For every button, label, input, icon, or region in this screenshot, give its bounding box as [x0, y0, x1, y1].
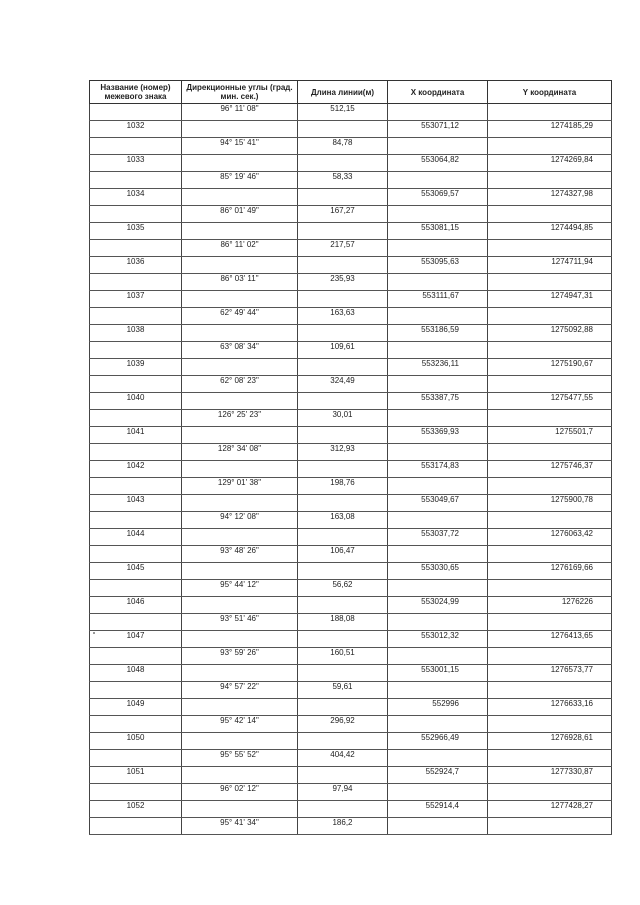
cell-empty — [388, 138, 488, 155]
cell-empty — [298, 495, 388, 512]
cell-empty — [182, 359, 298, 376]
cell-empty — [488, 682, 612, 699]
cell-empty — [90, 410, 182, 427]
cell-empty — [488, 784, 612, 801]
cell-empty — [182, 801, 298, 818]
cell-x: 553095,63 — [388, 257, 488, 274]
table-row-point — [90, 121, 612, 138]
cell-angle: 63° 08' 34" — [182, 342, 298, 359]
cell-y: 1274494,85 — [488, 223, 612, 240]
cell-point-name: 1051 — [90, 767, 182, 784]
table-row-line — [90, 206, 612, 223]
cell-length: 404,42 — [298, 750, 388, 767]
cell-empty — [488, 138, 612, 155]
cell-empty — [90, 444, 182, 461]
cell-y: 1276928,61 — [488, 733, 612, 750]
cell-x: 553024,99 — [388, 597, 488, 614]
cell-empty — [90, 512, 182, 529]
cell-y: 1276169,66 — [488, 563, 612, 580]
cell-y: 1276413,65 — [488, 631, 612, 648]
cell-angle: 94° 15' 41" — [182, 138, 298, 155]
table-row-point — [90, 801, 612, 818]
table-row-point — [90, 767, 612, 784]
header-x: X координата — [388, 81, 488, 104]
cell-y: 1275190,67 — [488, 359, 612, 376]
table-row-point — [90, 155, 612, 172]
cell-empty — [488, 206, 612, 223]
cell-empty — [298, 801, 388, 818]
table-row-point — [90, 699, 612, 716]
cell-empty — [182, 189, 298, 206]
cell-angle: 86° 03' 11" — [182, 274, 298, 291]
cell-angle: 129° 01' 38" — [182, 478, 298, 495]
cell-empty — [90, 580, 182, 597]
table-row-line — [90, 682, 612, 699]
table-row-point — [90, 427, 612, 444]
cell-empty — [90, 784, 182, 801]
cell-point-name: 1047 — [90, 631, 182, 648]
table-row-line — [90, 240, 612, 257]
cell-point-name: 1035 — [90, 223, 182, 240]
table-row-line — [90, 716, 612, 733]
cell-angle: 126° 25' 23" — [182, 410, 298, 427]
cell-point-name: 1043 — [90, 495, 182, 512]
cell-x: 553071,12 — [388, 121, 488, 138]
table-row-point — [90, 733, 612, 750]
table-row-point — [90, 665, 612, 682]
table-row-line — [90, 342, 612, 359]
cell-point-name: 1032 — [90, 121, 182, 138]
table-row-line — [90, 410, 612, 427]
cell-y: 1275746,37 — [488, 461, 612, 478]
cell-empty — [182, 393, 298, 410]
table-row-line — [90, 274, 612, 291]
table-row-line — [90, 138, 612, 155]
cell-angle: 62° 49' 44" — [182, 308, 298, 325]
cell-empty — [182, 767, 298, 784]
cell-empty — [488, 444, 612, 461]
cell-y: 1276226 — [488, 597, 612, 614]
cell-empty — [298, 699, 388, 716]
table-row-line — [90, 580, 612, 597]
cell-empty — [298, 291, 388, 308]
cell-empty — [90, 818, 182, 835]
cell-empty — [298, 223, 388, 240]
cell-empty — [182, 223, 298, 240]
cell-angle: 94° 57' 22" — [182, 682, 298, 699]
table-row-line — [90, 172, 612, 189]
cell-empty — [182, 155, 298, 172]
cell-x: 553037,72 — [388, 529, 488, 546]
cell-length: 58,33 — [298, 172, 388, 189]
cell-length: 312,93 — [298, 444, 388, 461]
table-body — [90, 104, 612, 835]
cell-point-name: 1046 — [90, 597, 182, 614]
cell-y: 1275900,78 — [488, 495, 612, 512]
cell-empty — [488, 172, 612, 189]
cell-empty — [488, 716, 612, 733]
cell-empty — [298, 665, 388, 682]
cell-empty — [90, 172, 182, 189]
cell-point-name: 1042 — [90, 461, 182, 478]
cell-x: 553369,93 — [388, 427, 488, 444]
cell-x: 553387,75 — [388, 393, 488, 410]
cell-point-name: 1052 — [90, 801, 182, 818]
cell-empty — [388, 410, 488, 427]
cell-empty — [90, 274, 182, 291]
table-row-line — [90, 478, 612, 495]
cell-length: 109,61 — [298, 342, 388, 359]
cell-empty — [388, 614, 488, 631]
cell-y: 1274269,84 — [488, 155, 612, 172]
table-row-line — [90, 784, 612, 801]
cell-length: 235,93 — [298, 274, 388, 291]
cell-empty — [298, 767, 388, 784]
cell-angle: 93° 51' 46" — [182, 614, 298, 631]
cell-empty — [388, 818, 488, 835]
cell-empty — [182, 631, 298, 648]
table-row-point — [90, 325, 612, 342]
header-angle: Дирекционные углы (град. мин. сек.) — [182, 81, 298, 104]
cell-point-name: 1044 — [90, 529, 182, 546]
table-row-line — [90, 376, 612, 393]
table-row-point — [90, 631, 612, 648]
cell-point-name: 1038 — [90, 325, 182, 342]
cell-empty — [488, 104, 612, 121]
cell-empty — [298, 155, 388, 172]
cell-empty — [182, 699, 298, 716]
cell-empty — [182, 121, 298, 138]
cell-angle: 96° 02' 12" — [182, 784, 298, 801]
cell-empty — [90, 376, 182, 393]
cell-x: 553174,83 — [388, 461, 488, 478]
cell-x: 553081,15 — [388, 223, 488, 240]
cell-empty — [388, 580, 488, 597]
cell-empty — [388, 648, 488, 665]
cell-empty — [298, 529, 388, 546]
table-row-point — [90, 223, 612, 240]
cell-point-name: 1049 — [90, 699, 182, 716]
cell-empty — [298, 427, 388, 444]
cell-y: 1277428,27 — [488, 801, 612, 818]
table-row-line — [90, 512, 612, 529]
cell-empty — [182, 529, 298, 546]
header-length: Длина линии(м) — [298, 81, 388, 104]
cell-x: 553069,57 — [388, 189, 488, 206]
cell-y: 1276633,16 — [488, 699, 612, 716]
cell-empty — [298, 733, 388, 750]
cell-x: 553111,67 — [388, 291, 488, 308]
cell-empty — [488, 750, 612, 767]
cell-empty — [90, 308, 182, 325]
cell-empty — [388, 342, 488, 359]
cell-length: 160,51 — [298, 648, 388, 665]
cell-empty — [298, 597, 388, 614]
cell-empty — [488, 512, 612, 529]
cell-angle: 128° 34' 08" — [182, 444, 298, 461]
cell-length: 84,78 — [298, 138, 388, 155]
cell-empty — [388, 172, 488, 189]
cell-angle: 86° 01' 49" — [182, 206, 298, 223]
table-row-point — [90, 291, 612, 308]
cell-x: 552914,4 — [388, 801, 488, 818]
cell-empty — [298, 461, 388, 478]
header-name: Название (номер) межевого знака — [90, 81, 182, 104]
cell-length: 217,57 — [298, 240, 388, 257]
cell-length: 97,94 — [298, 784, 388, 801]
cell-empty — [298, 563, 388, 580]
cell-x: 553049,67 — [388, 495, 488, 512]
cell-x: 553012,32 — [388, 631, 488, 648]
cell-empty — [488, 274, 612, 291]
cell-empty — [388, 444, 488, 461]
cell-point-name: 1040 — [90, 393, 182, 410]
cell-angle: 95° 42' 14" — [182, 716, 298, 733]
cell-angle: 93° 48' 26" — [182, 546, 298, 563]
cell-y: 1275477,55 — [488, 393, 612, 410]
table-row-line — [90, 444, 612, 461]
cell-empty — [90, 104, 182, 121]
cell-point-name: 1036 — [90, 257, 182, 274]
cell-point-name: 1033 — [90, 155, 182, 172]
scan-speck — [93, 632, 95, 634]
cell-empty — [388, 750, 488, 767]
cell-y: 1276063,42 — [488, 529, 612, 546]
table-row-line — [90, 750, 612, 767]
cell-empty — [182, 495, 298, 512]
cell-empty — [182, 257, 298, 274]
cell-empty — [298, 121, 388, 138]
cell-empty — [90, 614, 182, 631]
table-row-point — [90, 563, 612, 580]
cell-empty — [182, 563, 298, 580]
cell-empty — [182, 325, 298, 342]
cell-empty — [388, 512, 488, 529]
cell-length: 198,76 — [298, 478, 388, 495]
cell-empty — [388, 784, 488, 801]
cell-y: 1275092,88 — [488, 325, 612, 342]
cell-empty — [388, 546, 488, 563]
cell-point-name: 1041 — [90, 427, 182, 444]
cell-length: 186,2 — [298, 818, 388, 835]
cell-empty — [488, 410, 612, 427]
cell-empty — [298, 325, 388, 342]
cell-angle: 95° 41' 34" — [182, 818, 298, 835]
cell-empty — [90, 138, 182, 155]
cell-x: 552966,49 — [388, 733, 488, 750]
cell-empty — [388, 376, 488, 393]
cell-empty — [298, 359, 388, 376]
table-row-point — [90, 495, 612, 512]
cell-empty — [488, 478, 612, 495]
cell-length: 296,92 — [298, 716, 388, 733]
cell-empty — [488, 818, 612, 835]
cell-empty — [388, 206, 488, 223]
table-row-line — [90, 546, 612, 563]
table-row-point — [90, 359, 612, 376]
cell-x: 553186,59 — [388, 325, 488, 342]
cell-empty — [182, 291, 298, 308]
cell-empty — [488, 342, 612, 359]
table-row-line — [90, 614, 612, 631]
table-row-point — [90, 393, 612, 410]
cell-empty — [90, 478, 182, 495]
cell-length: 56,62 — [298, 580, 388, 597]
cell-angle: 94° 12' 08" — [182, 512, 298, 529]
cell-empty — [90, 240, 182, 257]
cell-empty — [488, 546, 612, 563]
cell-y: 1274185,29 — [488, 121, 612, 138]
cell-empty — [488, 376, 612, 393]
table-row-line — [90, 648, 612, 665]
cell-angle: 95° 55' 52" — [182, 750, 298, 767]
cell-length: 324,49 — [298, 376, 388, 393]
table-row-line — [90, 308, 612, 325]
cell-length: 167,27 — [298, 206, 388, 223]
cell-point-name: 1039 — [90, 359, 182, 376]
cell-angle: 93° 59' 26" — [182, 648, 298, 665]
cell-empty — [488, 240, 612, 257]
cell-point-name: 1034 — [90, 189, 182, 206]
cell-empty — [388, 104, 488, 121]
cell-empty — [298, 393, 388, 410]
cell-empty — [90, 206, 182, 223]
cell-point-name: 1045 — [90, 563, 182, 580]
boundary-coordinates-table — [89, 80, 612, 835]
cell-empty — [90, 682, 182, 699]
table-row-point — [90, 597, 612, 614]
cell-empty — [488, 614, 612, 631]
cell-length: 30,01 — [298, 410, 388, 427]
cell-empty — [298, 257, 388, 274]
cell-y: 1276573,77 — [488, 665, 612, 682]
cell-y: 1274947,31 — [488, 291, 612, 308]
cell-empty — [182, 461, 298, 478]
cell-empty — [90, 546, 182, 563]
cell-empty — [388, 716, 488, 733]
cell-x: 553001,15 — [388, 665, 488, 682]
cell-length: 188,08 — [298, 614, 388, 631]
cell-angle: 62° 08' 23" — [182, 376, 298, 393]
cell-y: 1275501,7 — [488, 427, 612, 444]
table-row-line — [90, 818, 612, 835]
cell-empty — [488, 580, 612, 597]
cell-empty — [90, 648, 182, 665]
cell-empty — [388, 274, 488, 291]
cell-x: 552996 — [388, 699, 488, 716]
cell-point-name: 1037 — [90, 291, 182, 308]
cell-x: 553236,11 — [388, 359, 488, 376]
table-row-point — [90, 461, 612, 478]
cell-x: 552924,7 — [388, 767, 488, 784]
cell-empty — [182, 733, 298, 750]
cell-length: 106,47 — [298, 546, 388, 563]
cell-y: 1277330,87 — [488, 767, 612, 784]
cell-angle: 96° 11' 08" — [182, 104, 298, 121]
cell-angle: 95° 44' 12" — [182, 580, 298, 597]
cell-point-name: 1048 — [90, 665, 182, 682]
table-row-point — [90, 257, 612, 274]
cell-empty — [90, 342, 182, 359]
cell-empty — [388, 308, 488, 325]
cell-point-name: 1050 — [90, 733, 182, 750]
cell-y: 1274327,98 — [488, 189, 612, 206]
table-row-point — [90, 189, 612, 206]
cell-empty — [298, 631, 388, 648]
cell-empty — [90, 716, 182, 733]
header-y: Y координата — [488, 81, 612, 104]
table-row-line — [90, 104, 612, 121]
table-row-point — [90, 529, 612, 546]
cell-y: 1274711,94 — [488, 257, 612, 274]
cell-empty — [182, 665, 298, 682]
cell-length: 59,61 — [298, 682, 388, 699]
cell-length: 163,08 — [298, 512, 388, 529]
cell-empty — [388, 682, 488, 699]
cell-empty — [90, 750, 182, 767]
cell-empty — [488, 648, 612, 665]
table-header-row — [90, 81, 612, 104]
cell-angle: 85° 19' 46" — [182, 172, 298, 189]
cell-x: 553030,65 — [388, 563, 488, 580]
cell-length: 163,63 — [298, 308, 388, 325]
cell-length: 512,15 — [298, 104, 388, 121]
cell-empty — [388, 478, 488, 495]
cell-empty — [488, 308, 612, 325]
cell-empty — [298, 189, 388, 206]
cell-empty — [182, 597, 298, 614]
cell-x: 553064,82 — [388, 155, 488, 172]
cell-empty — [182, 427, 298, 444]
cell-angle: 86° 11' 02" — [182, 240, 298, 257]
cell-empty — [388, 240, 488, 257]
